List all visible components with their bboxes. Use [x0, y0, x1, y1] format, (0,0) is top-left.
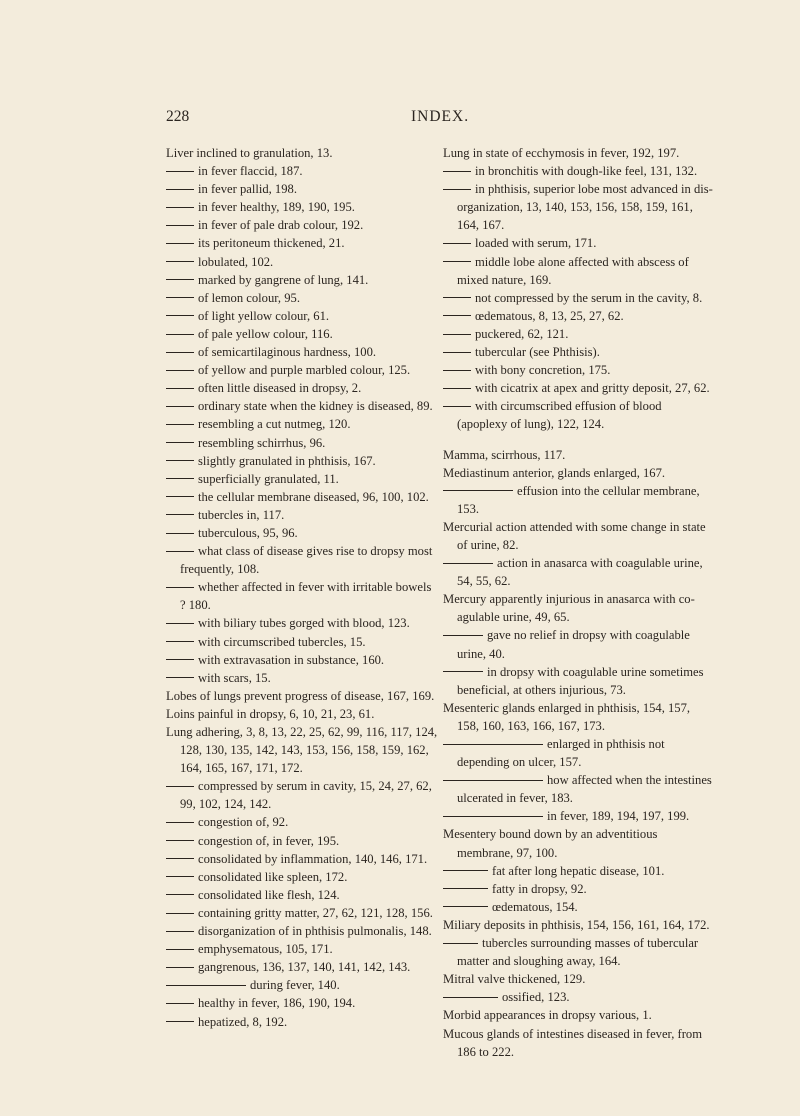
ditto-dash — [443, 816, 543, 817]
index-subentry — [166, 234, 438, 252]
ditto-dash — [443, 406, 471, 407]
page-number: 228 — [166, 108, 190, 125]
ditto-dash — [166, 1021, 194, 1022]
entry-text: with scars, 15. — [198, 670, 271, 685]
ditto-dash — [166, 931, 194, 932]
index-subentry — [166, 216, 438, 234]
index-subentry — [443, 234, 715, 252]
index-entry — [443, 825, 715, 861]
entry-text: disorganization of in phthisis pulmonalis, 148. — [198, 924, 432, 939]
ditto-dash — [443, 780, 543, 781]
index-subentry — [166, 162, 438, 180]
ditto-dash — [443, 671, 483, 672]
entry-text: ossified, 123. — [502, 990, 570, 1005]
entry-text: Mamma, scirrhous, 117. — [443, 447, 566, 462]
entry-text: tuberculous, 95, 96. — [198, 525, 298, 540]
entry-text: containing gritty matter, 27, 62, 121, 128, 156. — [198, 905, 433, 920]
ditto-dash — [166, 659, 194, 660]
entry-text: in phthisis, superior lobe most advanced in dis-organization, 13, 140, 153, 156, 158, 159, 161, 164, 167. — [457, 182, 713, 233]
entry-text: ordinary state when the kidney is diseased, 89. — [198, 399, 433, 414]
entry-text: during fever, 140. — [250, 978, 340, 993]
ditto-dash — [443, 870, 488, 871]
ditto-dash — [166, 424, 194, 425]
ditto-dash — [166, 641, 194, 642]
index-subentry — [443, 988, 715, 1006]
entry-text: Mitral valve thickened, 129. — [443, 972, 586, 987]
ditto-dash — [443, 352, 471, 353]
entry-text: consolidated like spleen, 172. — [198, 869, 348, 884]
index-entry — [443, 970, 715, 988]
ditto-dash — [443, 261, 471, 262]
entry-text: in fever healthy, 189, 190, 195. — [198, 200, 355, 215]
index-subentry — [443, 554, 715, 590]
entry-text: hepatized, 8, 192. — [198, 1014, 288, 1029]
index-subentry — [443, 343, 715, 361]
ditto-dash — [166, 243, 194, 244]
entry-text: tubercles surrounding masses of tubercular matter and sloughing away, 164. — [457, 936, 699, 969]
index-subentry — [166, 379, 438, 397]
ditto-dash — [166, 985, 246, 986]
index-subentry — [443, 162, 715, 180]
index-entry — [443, 518, 715, 554]
index-subentry — [166, 325, 438, 343]
entry-text: Miliary deposits in phthisis, 154, 156, 161, 164, 172. — [443, 917, 710, 932]
index-subentry — [166, 578, 438, 614]
index-subentry — [443, 862, 715, 880]
ditto-dash — [166, 496, 194, 497]
ditto-dash — [443, 243, 471, 244]
ditto-dash — [443, 334, 471, 335]
index-subentry — [166, 524, 438, 542]
index-subentry — [443, 180, 715, 234]
entry-text: Morbid appearances in dropsy various, 1. — [443, 1008, 652, 1023]
index-subentry — [166, 868, 438, 886]
index-subentry — [166, 307, 438, 325]
entry-text: its peritoneum thickened, 21. — [198, 236, 345, 251]
entry-text: resembling a cut nutmeg, 120. — [198, 417, 351, 432]
index-subentry — [443, 289, 715, 307]
entry-text: Lung in state of ecchymosis in fever, 192, 197. — [443, 146, 680, 160]
index-subentry — [166, 361, 438, 379]
ditto-dash — [166, 261, 194, 262]
entry-text: of lemon colour, 95. — [198, 290, 300, 305]
index-subentry — [443, 307, 715, 325]
ditto-dash — [443, 888, 488, 889]
index-subentry — [166, 488, 438, 506]
ditto-dash — [166, 786, 194, 787]
entry-text: œdematous, 154. — [492, 899, 578, 914]
index-subentry — [166, 415, 438, 433]
index-entry — [443, 144, 715, 162]
entry-text: healthy in fever, 186, 190, 194. — [198, 996, 356, 1011]
ditto-dash — [166, 822, 194, 823]
index-subentry — [443, 379, 715, 397]
index-entry — [166, 723, 438, 777]
entry-text: of yellow and purple marbled colour, 125. — [198, 363, 411, 378]
entry-text: whether affected in fever with irritable bowels ? 180. — [180, 580, 432, 613]
entry-text: action in anasarca with coagulable urine, 54, 55, 62. — [457, 556, 703, 589]
entry-text: Mercury apparently injurious in anasarca with co-agulable urine, 49, 65. — [443, 592, 695, 625]
ditto-dash — [166, 551, 194, 552]
index-subentry — [166, 922, 438, 940]
entry-text: consolidated like flesh, 124. — [198, 887, 340, 902]
entry-text: in bronchitis with dough-like feel, 131, 132. — [475, 164, 698, 179]
entry-text: what class of disease gives rise to dropsy most frequently, 108. — [180, 544, 433, 577]
index-subentry — [166, 397, 438, 415]
entry-text: with cicatrix at apex and gritty deposit, 27, 62. — [475, 381, 710, 396]
index-subentry — [166, 886, 438, 904]
entry-text: fatty in dropsy, 92. — [492, 881, 587, 896]
ditto-dash — [443, 315, 471, 316]
entry-text: consolidated by inflammation, 140, 146, 171. — [198, 851, 428, 866]
index-subentry — [443, 361, 715, 379]
index-entry — [443, 590, 715, 626]
entry-text: compressed by serum in cavity, 15, 24, 27, 62, 99, 102, 124, 142. — [180, 779, 432, 812]
section-gap — [443, 434, 715, 446]
ditto-dash — [166, 189, 194, 190]
entry-text: Mucous glands of intestines diseased in fever, from 186 to 222. — [443, 1026, 703, 1059]
entry-text: tubercular (see Phthisis). — [475, 345, 600, 360]
ditto-dash — [166, 677, 194, 678]
index-subentry — [443, 253, 715, 289]
ditto-dash — [166, 171, 194, 172]
entry-text: middle lobe alone affected with abscess of mixed nature, 169. — [457, 254, 689, 287]
entry-text: resembling schirrhus, 96. — [198, 435, 326, 450]
entry-text: gave no relief in dropsy with coagulable urine, 40. — [457, 628, 690, 661]
ditto-dash — [166, 533, 194, 534]
entry-text: often little diseased in dropsy, 2. — [198, 381, 362, 396]
entry-text: Lung adhering, 3, 8, 13, 22, 25, 62, 99, 116, 117, 124, 128, 130, 135, 142, 143, 153, 156, 158, 159, 162, 164, 165, 167, 171, 172. — [166, 725, 438, 776]
ditto-dash — [166, 334, 194, 335]
index-subentry — [166, 669, 438, 687]
ditto-dash — [443, 943, 478, 944]
index-subentry — [166, 506, 438, 524]
entry-text: with circumscribed effusion of blood (apoplexy of lung), 122, 124. — [457, 399, 662, 432]
entry-text: emphysematous, 105, 171. — [198, 942, 333, 957]
index-subentry — [443, 807, 715, 825]
ditto-dash — [166, 894, 194, 895]
entry-text: enlarged in phthisis not depending on ulcer, 157. — [457, 737, 665, 770]
entry-text: with circumscribed tubercles, 15. — [198, 634, 366, 649]
index-subentry — [166, 958, 438, 976]
ditto-dash — [166, 623, 194, 624]
entry-text: congestion of, 92. — [198, 815, 289, 830]
entry-text: Mercurial action attended with some change in state of urine, 82. — [443, 519, 706, 552]
index-subentry — [443, 735, 715, 771]
ditto-dash — [166, 587, 194, 588]
index-subentry — [166, 813, 438, 831]
ditto-dash — [166, 352, 194, 353]
entry-text: lobulated, 102. — [198, 254, 274, 269]
entry-text: Mesenteric glands enlarged in phthisis, 154, 157, 158, 160, 163, 166, 167, 173. — [443, 700, 691, 733]
entry-text: Loins painful in dropsy, 6, 10, 21, 23, 61. — [166, 706, 375, 721]
entry-text: of light yellow colour, 61. — [198, 308, 330, 323]
index-entry — [443, 446, 715, 464]
index-subentry — [443, 482, 715, 518]
entry-text: in fever, 189, 194, 197, 199. — [547, 809, 690, 824]
ditto-dash — [166, 442, 194, 443]
index-subentry — [166, 976, 438, 994]
index-entry — [166, 705, 438, 723]
index-subentry — [166, 198, 438, 216]
index-entry — [443, 916, 715, 934]
index-subentry — [166, 271, 438, 289]
ditto-dash — [166, 913, 194, 914]
entry-text: with bony concretion, 175. — [475, 363, 611, 378]
ditto-dash — [166, 225, 194, 226]
entry-text: Liver inclined to granulation, 13. — [166, 146, 333, 160]
ditto-dash — [166, 388, 194, 389]
entry-text: Lobes of lungs prevent progress of disease, 167, 169. — [166, 688, 435, 703]
entry-text: superficially granulated, 11. — [198, 471, 339, 486]
index-subentry — [166, 343, 438, 361]
index-subentry — [166, 777, 438, 813]
ditto-dash — [166, 406, 194, 407]
index-subentry — [166, 832, 438, 850]
ditto-dash — [443, 563, 493, 564]
ditto-dash — [166, 876, 194, 877]
index-entry — [443, 1006, 715, 1024]
index-entry — [166, 144, 438, 162]
index-subentry — [443, 771, 715, 807]
ditto-dash — [443, 490, 513, 491]
index-subentry — [166, 289, 438, 307]
entry-text: in fever flaccid, 187. — [198, 164, 303, 179]
ditto-dash — [166, 858, 194, 859]
ditto-dash — [443, 635, 483, 636]
index-entry — [166, 687, 438, 705]
index-subentry — [166, 253, 438, 271]
entry-text: not compressed by the serum in the cavity, 8. — [475, 290, 703, 305]
ditto-dash — [166, 949, 194, 950]
index-subentry — [443, 934, 715, 970]
index-entry — [443, 1025, 715, 1061]
index-subentry — [166, 633, 438, 651]
ditto-dash — [166, 207, 194, 208]
ditto-dash — [166, 279, 194, 280]
entry-text: fat after long hepatic disease, 101. — [492, 863, 665, 878]
ditto-dash — [166, 478, 194, 479]
entry-text: congestion of, in fever, 195. — [198, 833, 340, 848]
index-subentry — [166, 614, 438, 632]
entry-text: Mediastinum anterior, glands enlarged, 167. — [443, 465, 666, 480]
index-subentry — [166, 994, 438, 1012]
index-column-left — [166, 144, 438, 1031]
entry-text: the cellular membrane diseased, 96, 100, 102. — [198, 489, 429, 504]
index-subentry — [166, 470, 438, 488]
ditto-dash — [166, 514, 194, 515]
index-subentry — [166, 1013, 438, 1031]
ditto-dash — [166, 1003, 194, 1004]
page-header — [166, 108, 716, 130]
entry-text: marked by gangrene of lung, 141. — [198, 272, 369, 287]
ditto-dash — [166, 840, 194, 841]
ditto-dash — [443, 906, 488, 907]
index-subentry — [166, 904, 438, 922]
entry-text: tubercles in, 117. — [198, 507, 285, 522]
index-subentry — [166, 651, 438, 669]
entry-text: with extravasation in substance, 160. — [198, 652, 385, 667]
index-subentry — [443, 663, 715, 699]
ditto-dash — [443, 297, 471, 298]
index-subentry — [166, 850, 438, 868]
ditto-dash — [166, 460, 194, 461]
index-subentry — [166, 434, 438, 452]
index-subentry — [443, 397, 715, 433]
index-subentry — [166, 542, 438, 578]
index-entry — [443, 699, 715, 735]
index-subentry — [443, 626, 715, 662]
entry-text: how affected when the intestines ulcerated in fever, 183. — [457, 773, 712, 806]
entry-text: Mesentery bound down by an adventitious membrane, 97, 100. — [443, 827, 658, 860]
index-subentry — [443, 880, 715, 898]
entry-text: with biliary tubes gorged with blood, 123. — [198, 616, 410, 631]
entry-text: in fever of pale drab colour, 192. — [198, 218, 364, 233]
entry-text: œdematous, 8, 13, 25, 27, 62. — [475, 308, 624, 323]
ditto-dash — [443, 744, 543, 745]
index-column-right — [443, 144, 715, 1061]
ditto-dash — [166, 297, 194, 298]
index-subentry — [166, 180, 438, 198]
index-subentry — [443, 325, 715, 343]
index-subentry — [443, 898, 715, 916]
entry-text: in fever pallid, 198. — [198, 182, 297, 197]
index-entry — [443, 464, 715, 482]
ditto-dash — [166, 315, 194, 316]
entry-text: gangrenous, 136, 137, 140, 141, 142, 143. — [198, 960, 411, 975]
page-title: INDEX. — [411, 108, 470, 125]
ditto-dash — [443, 388, 471, 389]
entry-text: in dropsy with coagulable urine sometimes beneficial, at others injurious, 73. — [457, 664, 704, 697]
entry-text: of semicartilaginous hardness, 100. — [198, 345, 377, 360]
entry-text: of pale yellow colour, 116. — [198, 326, 333, 341]
ditto-dash — [443, 189, 471, 190]
index-subentry — [166, 452, 438, 470]
ditto-dash — [166, 967, 194, 968]
entry-text: loaded with serum, 171. — [475, 236, 597, 251]
ditto-dash — [443, 997, 498, 998]
entry-text: puckered, 62, 121. — [475, 326, 569, 341]
index-subentry — [166, 940, 438, 958]
ditto-dash — [443, 171, 471, 172]
ditto-dash — [166, 370, 194, 371]
entry-text: slightly granulated in phthisis, 167. — [198, 453, 376, 468]
entry-text: effusion into the cellular membrane, 153. — [457, 483, 700, 516]
ditto-dash — [443, 370, 471, 371]
